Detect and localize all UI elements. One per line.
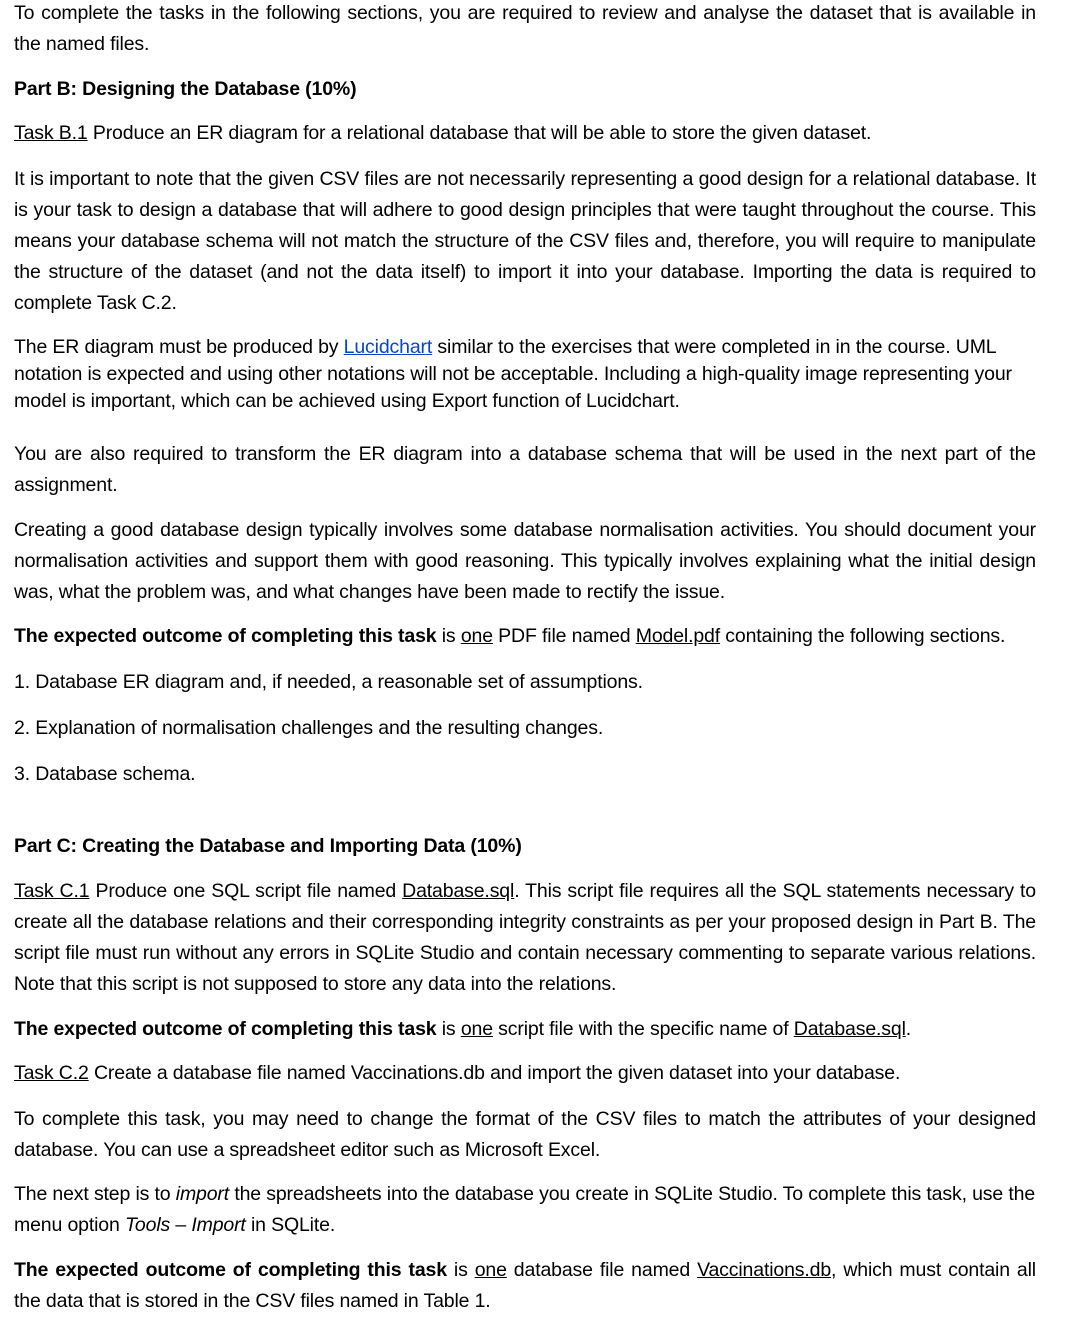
para2-after: similar to the exercises that were completed in in the course. UML notation is expected and using other notations will not be acceptable. Including a high-quality image representing your model is important, which can be achieved using Export function of Lucidchart. bbox=[14, 336, 1012, 412]
outcome-text-2: script file with the specific name of bbox=[492, 1018, 794, 1040]
outcome-bold: The expected outcome of completing this task bbox=[14, 1259, 447, 1281]
outcome-one: one bbox=[460, 625, 493, 647]
part-c-paragraph-2 bbox=[14, 1179, 1036, 1241]
menu-option: Tools – Import bbox=[124, 1214, 246, 1236]
outcome-one: one bbox=[460, 1018, 493, 1040]
task-c1-label: Task C.1 bbox=[14, 880, 90, 902]
list-item: 3. Database schema. bbox=[14, 763, 196, 785]
para2-text-3: in SQLite. bbox=[245, 1214, 336, 1236]
model-pdf-filename: Model.pdf bbox=[635, 625, 721, 647]
task-c2-paragraph bbox=[14, 1058, 1036, 1089]
task-b1-paragraph bbox=[14, 118, 1036, 149]
task-c1-text-1: Produce one SQL script file named bbox=[89, 880, 403, 902]
intro-paragraph: To complete the tasks in the following sections, you are required to review and analyse the dataset that is available in the named files. bbox=[14, 2, 1036, 55]
outcome-text-3: containing the following sections. bbox=[720, 625, 1006, 647]
task-c1-paragraph bbox=[14, 876, 1036, 1000]
part-b-paragraph-1: It is important to note that the given CSV files are not necessarily representing a good design for a relational database. It is your task to design a database that will adhere to good design principles that were taught throughout the course. This means your database schema will not match the structure of the CSV files and, therefore, you will require to manipulate the structure of the dataset (and not the data itself) to import it into your database. Importing the data is required to complete Task C.2. bbox=[14, 168, 1036, 314]
part-b-heading bbox=[14, 74, 1036, 105]
task-b1-text: Produce an ER diagram for a relational database that will be able to store the given dataset. bbox=[87, 122, 872, 144]
part-c-heading bbox=[14, 831, 1036, 862]
para2-before: The ER diagram must be produced by bbox=[14, 336, 344, 358]
task-c1-text-2: . This script file requires all the SQL statements necessary to create all the database relations and their corresponding integrity constraints as per your proposed design in Part B. The script file must run without any errors in SQLite Studio and contain necessary commenting to separate various relations. Note that this script is not supposed to store any data into the relations. bbox=[14, 880, 1036, 995]
para2-text-1: The next step is to bbox=[14, 1183, 176, 1205]
outcome-text-3: , which must contain all the data that is stored in the CSV files named in Table 1. bbox=[14, 1259, 1036, 1312]
outcome-text-1: is bbox=[446, 1259, 475, 1281]
part-b-outcome bbox=[14, 621, 1036, 652]
outcome-bold: The expected outcome of completing this task bbox=[14, 1018, 437, 1040]
outcome-bold: The expected outcome of completing this task bbox=[14, 625, 437, 647]
part-b-paragraph-2 bbox=[14, 334, 1036, 415]
outcome-text-1: is bbox=[436, 625, 461, 647]
part-c-heading-text: Part C: Creating the Database and Importing Data (10%) bbox=[14, 835, 522, 857]
vaccinations-db-filename: Vaccinations.db bbox=[697, 1259, 832, 1281]
part-b-paragraph-4: Creating a good database design typically involves some database normalisation activities. You should document your normalisation activities and support them with good reasoning. This typically involves explaining what the initial design was, what the problem was, and what changes have been made to rectify the issue. bbox=[14, 519, 1036, 603]
part-b-heading-text: Part B: Designing the Database (10%) bbox=[14, 78, 357, 100]
part-c-paragraph-1: To complete this task, you may need to change the format of the CSV files to match the attributes of your designed database. You can use a spreadsheet editor such as Microsoft Excel. bbox=[14, 1108, 1036, 1161]
para2-text-2: the spreadsheets into the database you create in SQLite Studio. To complete this task, use the menu option bbox=[14, 1183, 1036, 1236]
part-b-paragraph-3: You are also required to transform the ER diagram into a database schema that will be used in the next part of the assignment. bbox=[14, 443, 1036, 496]
outcome-text-1: is bbox=[436, 1018, 461, 1040]
list-item: 1. Database ER diagram and, if needed, a reasonable set of assumptions. bbox=[14, 671, 643, 693]
outcome-one: one bbox=[474, 1259, 507, 1281]
task-c2-label: Task C.2 bbox=[14, 1062, 89, 1084]
outcome-text-2: PDF file named bbox=[492, 625, 636, 647]
database-sql-filename: Database.sql bbox=[793, 1018, 906, 1040]
part-c-outcome-1 bbox=[14, 1014, 1036, 1045]
database-sql-filename: Database.sql bbox=[402, 880, 515, 902]
import-emphasis: import bbox=[175, 1183, 230, 1205]
outcome-text-2: database file named bbox=[506, 1259, 698, 1281]
task-c2-text: Create a database file named Vaccinations.db and import the given dataset into your database. bbox=[88, 1062, 901, 1084]
outcome-text-3: . bbox=[905, 1018, 912, 1040]
list-item: 2. Explanation of normalisation challenges and the resulting changes. bbox=[14, 717, 604, 739]
part-c-outcome-2 bbox=[14, 1255, 1036, 1317]
lucidchart-link[interactable]: Lucidchart bbox=[343, 336, 433, 358]
task-b1-label: Task B.1 bbox=[14, 122, 88, 144]
